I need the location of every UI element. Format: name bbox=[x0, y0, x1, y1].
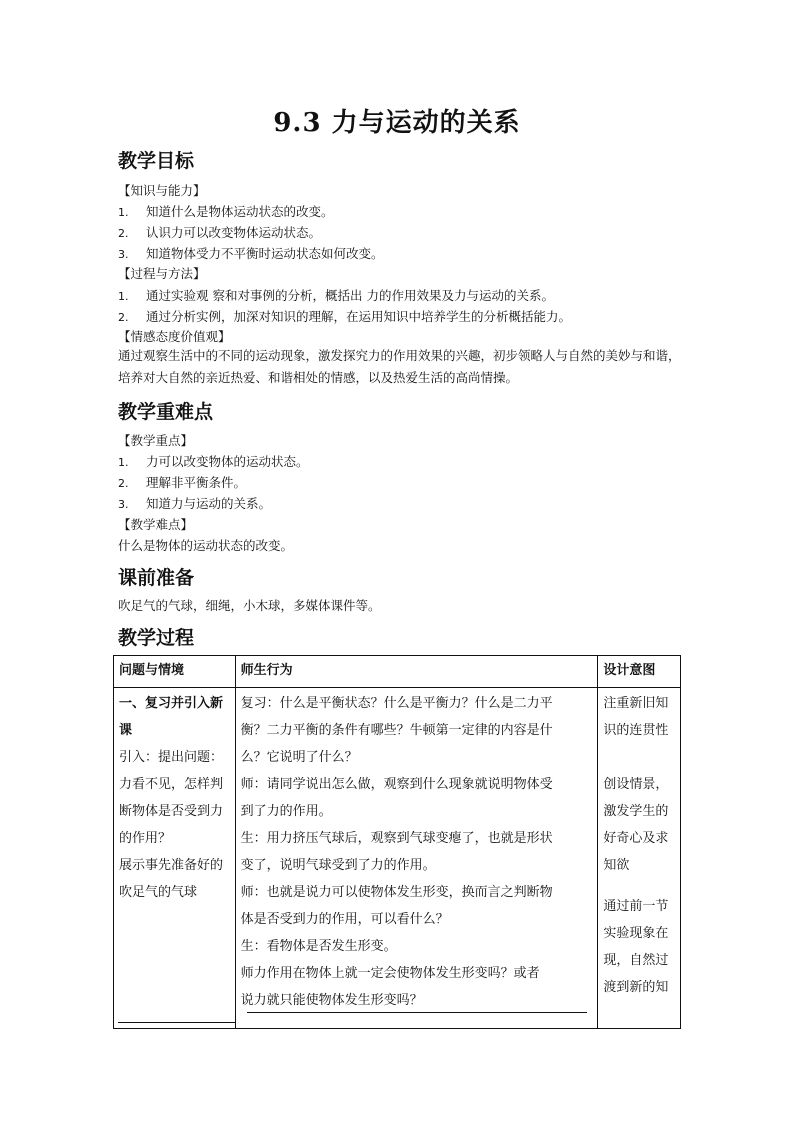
header-intent: 设计意图 bbox=[598, 656, 681, 688]
key-item-3: 3. 知道力与运动的关系。 bbox=[118, 496, 272, 511]
process-heading: 教学过程 bbox=[118, 627, 195, 649]
knowledge-item-1: 1. 知道什么是物体运动状态的改变。 bbox=[118, 204, 334, 219]
intent-line: 渡到新的知 bbox=[603, 980, 669, 995]
behavior-line: 变了，说明气球受到了力的作用。 bbox=[240, 858, 436, 873]
intent-line: 激发学生的 bbox=[603, 804, 669, 819]
cell-rule bbox=[118, 1022, 236, 1023]
situation-line: 一、复习并引入新 bbox=[119, 696, 224, 711]
situation-line: 吹足气的气球 bbox=[119, 885, 198, 900]
behavior-line: 到了力的作用。 bbox=[240, 804, 332, 819]
preparation-text: 吹足气的气球，细绳，小木球，多媒体课件等。 bbox=[118, 598, 381, 613]
intent-line: 知欲 bbox=[603, 858, 630, 873]
key-item-1: 1. 力可以改变物体的运动状态。 bbox=[118, 454, 309, 469]
intent-line: 现，自然过 bbox=[603, 953, 669, 968]
situation-line: 课 bbox=[119, 723, 133, 738]
difficult-label: 【教学难点】 bbox=[118, 517, 194, 532]
behavior-line: 生：看物体是否发生形变。 bbox=[240, 939, 397, 954]
situation-line: 断物体是否受到力 bbox=[119, 804, 224, 819]
teaching-process-table bbox=[113, 655, 681, 1029]
intent-line: 创设情景， bbox=[603, 777, 669, 792]
behavior-line: 生：用力挤压气球后，观察到气球变瘪了，也就是形状 bbox=[240, 831, 553, 846]
situation-line: 引入：提出问题： bbox=[119, 750, 224, 765]
intent-line: 实验现象在 bbox=[603, 926, 669, 941]
table-header-row bbox=[114, 656, 681, 688]
behavior-line: 复习：什么是平衡状态？什么是平衡力？什么是二力平 bbox=[240, 696, 553, 711]
knowledge-label: 【知识与能力】 bbox=[118, 183, 206, 198]
situation-line: 的作用？ bbox=[119, 831, 172, 846]
behavior-line: 师力作用在物体上就一定会使物体发生形变吗？或者 bbox=[240, 966, 540, 981]
behavior-line: 师：也就是说力可以使物体发生形变，换而言之判断物 bbox=[240, 885, 553, 900]
emotion-text: 通过观察生活中的不同的运动现象，激发探究力的作用效果的兴趣，初步领略人与自然的美妙与和谐，培养对大自然的亲近热爱、和谐相处的情感，以及热爱生活的高尚情操。 bbox=[118, 348, 681, 385]
header-behavior: 师生行为 bbox=[235, 656, 598, 688]
behavior-line: 衡？二力平衡的条件有哪些？牛顿第一定律的内容是什 bbox=[240, 723, 553, 738]
behavior-line: 体是否受到力的作用，可以看什么？ bbox=[240, 912, 449, 927]
intent-line: 好奇心及求 bbox=[603, 831, 669, 846]
process-item-2: 2. 通过分析实例，加深对知识的理解，在运用知识中培养学生的分析概括能力。 bbox=[118, 309, 572, 324]
process-item-1: 1. 通过实验观 察和对事例的分析，概括出 力的作用效果及力与运动的关系。 bbox=[118, 288, 554, 303]
keypoints-heading: 教学重难点 bbox=[118, 401, 214, 423]
header-situation: 问题与情境 bbox=[114, 656, 236, 688]
page-title: 9.3 力与运动的关系 bbox=[273, 108, 521, 138]
behavior-cell bbox=[235, 688, 598, 1029]
knowledge-item-2: 2. 认识力可以改变物体运动状态。 bbox=[118, 225, 322, 240]
knowledge-item-3: 3. 知道物体受力不平衡时运动状态如何改变。 bbox=[118, 246, 384, 261]
situation-line: 力看不见，怎样判 bbox=[119, 777, 224, 792]
difficult-text: 什么是物体的运动状态的改变。 bbox=[118, 538, 294, 553]
table-row bbox=[114, 688, 681, 1029]
situation-line: 展示事先准备好的 bbox=[119, 858, 224, 873]
preparation-heading: 课前准备 bbox=[118, 567, 195, 589]
behavior-line: 么？它说明了什么？ bbox=[240, 750, 358, 765]
emotion-label: 【情感态度价值观】 bbox=[118, 329, 231, 344]
key-item-2: 2. 理解非平衡条件。 bbox=[118, 475, 247, 490]
cell-rule bbox=[247, 1012, 587, 1013]
situation-cell bbox=[114, 688, 236, 1029]
intent-line: 识的连贯性 bbox=[603, 723, 669, 738]
intent-line: 注重新旧知 bbox=[603, 696, 669, 711]
behavior-line: 说力就只能使物体发生形变吗？ bbox=[240, 993, 423, 1008]
key-label: 【教学重点】 bbox=[118, 433, 194, 448]
behavior-line: 师：请同学说出怎么做，观察到什么现象就说明物体受 bbox=[240, 777, 553, 792]
intent-line: 通过前一节 bbox=[603, 899, 669, 914]
objectives-heading: 教学目标 bbox=[118, 150, 195, 172]
process-label: 【过程与方法】 bbox=[118, 266, 206, 281]
intent-cell bbox=[598, 688, 681, 1029]
